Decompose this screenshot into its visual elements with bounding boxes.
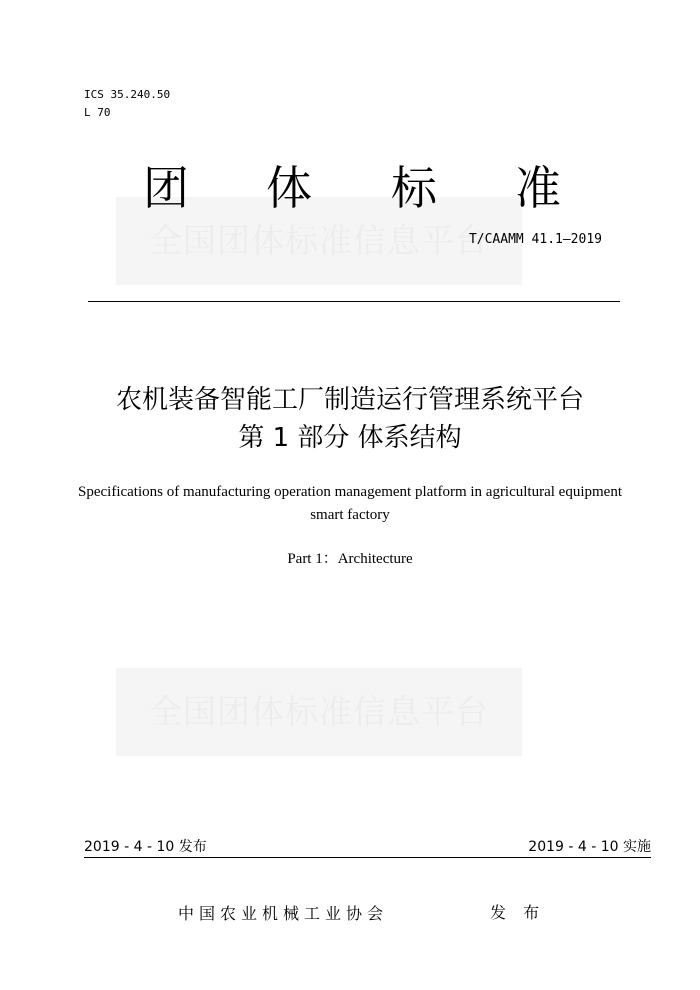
doc-type-char-3: 标 — [391, 161, 437, 215]
doc-type-char-1: 团 — [143, 161, 189, 215]
header-divider — [88, 301, 620, 302]
watermark-top: 全国团体标准信息平台 — [116, 197, 522, 285]
watermark-middle: 全国团体标准信息平台 — [116, 668, 522, 756]
doc-type-char-2: 体 — [266, 161, 312, 215]
title-en: Specifications of manufacturing operation management platform in agricultural equipment smart factory — [78, 484, 622, 523]
ccs-code: L 70 — [84, 106, 111, 119]
issuer-name: 中国农业机械工业协会 — [178, 904, 389, 923]
issue-label: 发 布 — [490, 903, 546, 922]
ics-code: ICS 35.240.50 — [84, 88, 171, 101]
part-title-en: Part 1：Architecture — [287, 551, 413, 567]
publish-date: 2019 - 4 - 10 发布 — [84, 839, 207, 855]
footer-divider — [84, 857, 651, 858]
doc-type-char-4: 准 — [515, 161, 561, 215]
standard-number: T/CAAMM 41.1—2019 — [468, 232, 602, 247]
effective-date: 2019 - 4 - 10 实施 — [528, 839, 651, 855]
title-zh-line-2: 第 1 部分 体系结构 — [238, 423, 462, 453]
title-zh-line-1: 农机装备智能工厂制造运行管理系统平台 — [115, 385, 584, 415]
